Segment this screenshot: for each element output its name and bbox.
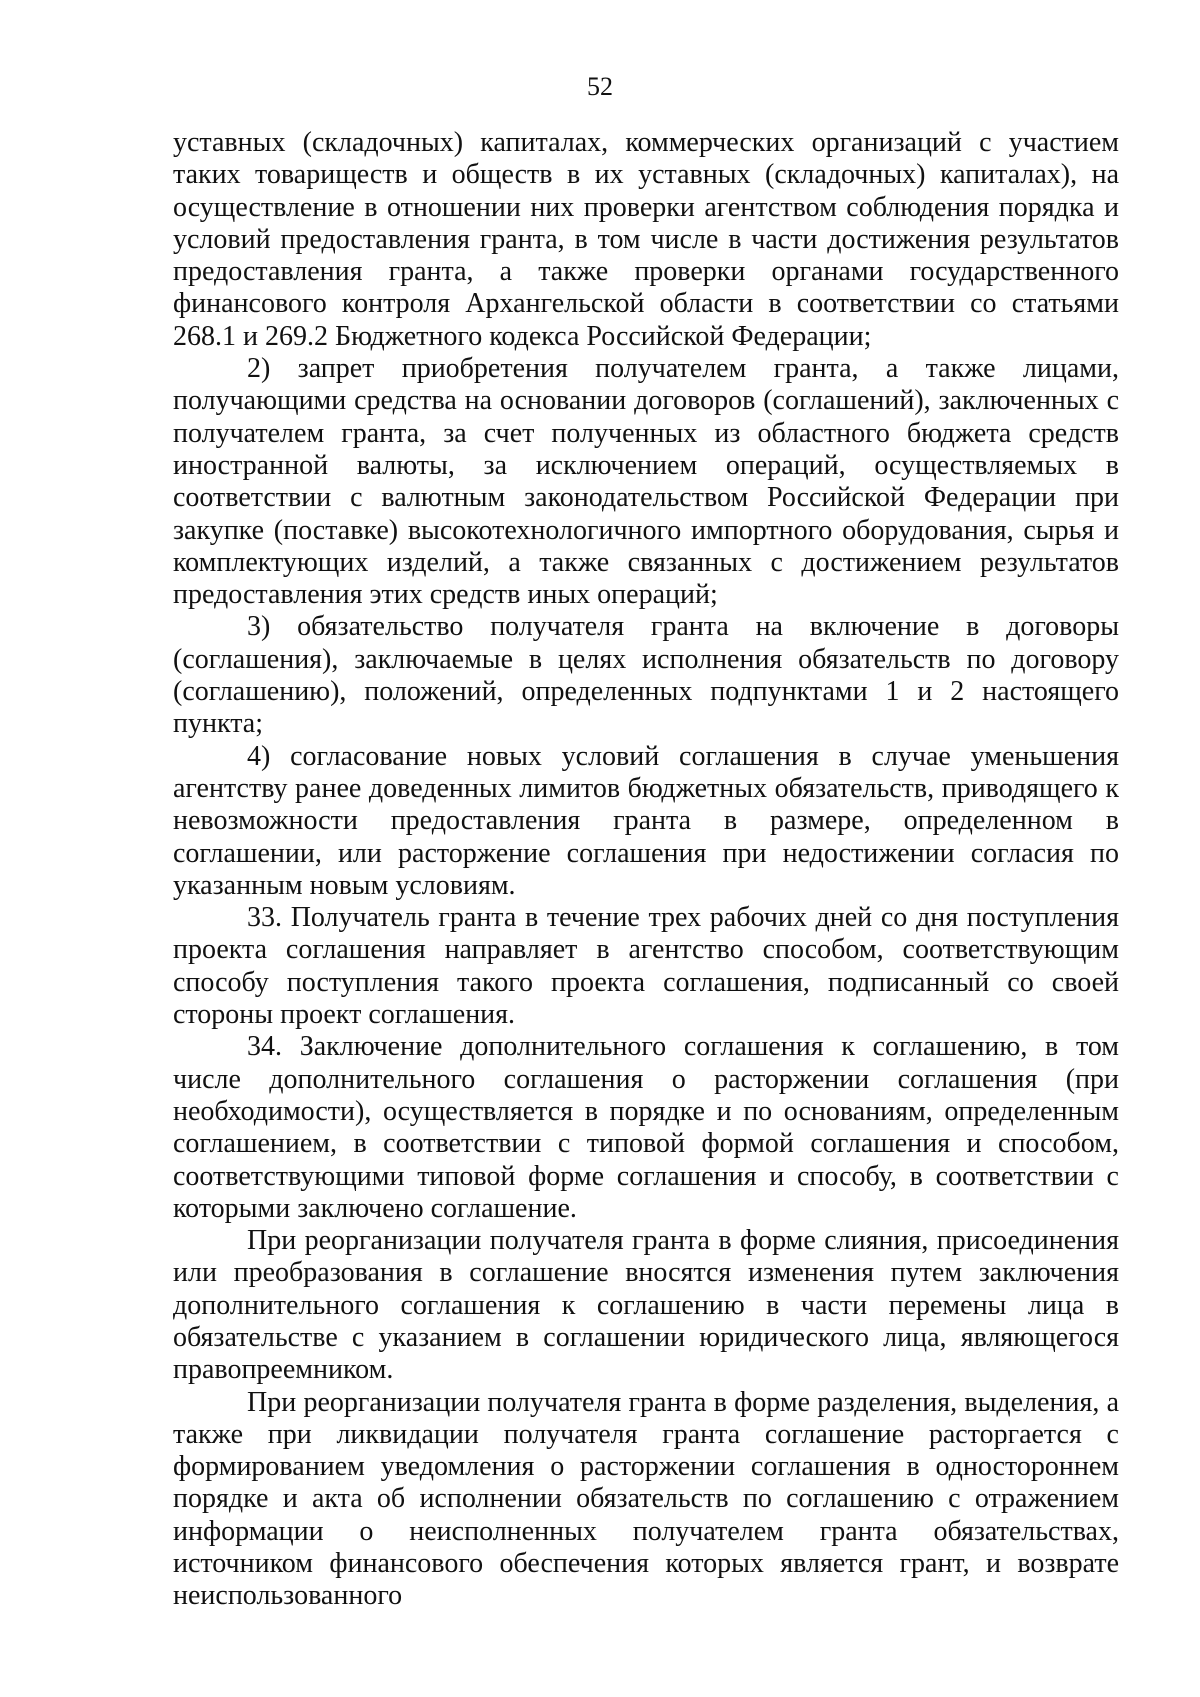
document-body [173, 127, 1119, 1613]
paragraph-reorganization-division: При реорганизации получателя гранта в форме разделения, выделения, а также при ликвидации получателя гранта соглашение расторгается с формированием уведомления о расторжении соглашения в одностороннем порядке и акта об исполнении обязательств по соглашению с отражением информации о неисполненных получателем гранта обязательствах, источником финансового обеспечения которых является грант, и возврате неиспользованного [173, 1386, 1119, 1612]
paragraph-clause-34: 34. Заключение дополнительного соглашения к соглашению, в том числе дополнительного соглашения о расторжении соглашения (при необходимости), осуществляется в порядке и по основаниям, определенным соглашением, в соответствии с типовой формой соглашения и способом, соответствующими типовой форме соглашения и способу, в соответствии с которыми заключено соглашение. [173, 1031, 1119, 1224]
paragraph-item-2: 2) запрет приобретения получателем гранта, а также лицами, получающими средства на основании договоров (соглашений), заключенных с получателем гранта, за счет полученных из областного бюджета средств иностранной валюты, за исключением операций, осуществляемых в соответствии с валютным законодательством Российской Федерации при закупке (поставке) высокотехнологичного импортного оборудования, сырья и комплектующих изделий, а также связанных с достижением результатов предоставления этих средств иных операций; [173, 353, 1119, 611]
page-number: 52 [587, 72, 613, 101]
paragraph-clause-33: 33. Получатель гранта в течение трех рабочих дней со дня поступления проекта соглашения направляет в агентство способом, соответствующим способу поступления такого проекта соглашения, подписанный со своей стороны проект соглашения. [173, 902, 1119, 1031]
paragraph-item-3: 3) обязательство получателя гранта на включение в договоры (соглашения), заключаемые в целях исполнения обязательств по договору (соглашению), положений, определенных подпунктами 1 и 2 настоящего пункта; [173, 611, 1119, 740]
paragraph-reorganization-merger: При реорганизации получателя гранта в форме слияния, присоединения или преобразования в соглашение вносятся изменения путем заключения дополнительного соглашения к соглашению в части перемены лица в обязательстве с указанием в соглашении юридического лица, являющегося правопреемником. [173, 1225, 1119, 1386]
paragraph-continuation: уставных (складочных) капиталах, коммерческих организаций с участием таких товариществ и обществ в их уставных (складочных) капиталах), на осуществление в отношении них проверки агентством соблюдения порядка и условий предоставления гранта, в том числе в части достижения результатов предоставления гранта, а также проверки органами государственного финансового контроля Архангельской области в соответствии со статьями 268.1 и 269.2 Бюджетного кодекса Российской Федерации; [173, 127, 1119, 352]
paragraph-item-4: 4) согласование новых условий соглашения в случае уменьшения агентству ранее доведенных лимитов бюджетных обязательств, приводящего к невозможности предоставления гранта в размере, определенном в соглашении, или расторжение соглашения при недостижении согласия по указанным новым условиям. [173, 740, 1119, 901]
